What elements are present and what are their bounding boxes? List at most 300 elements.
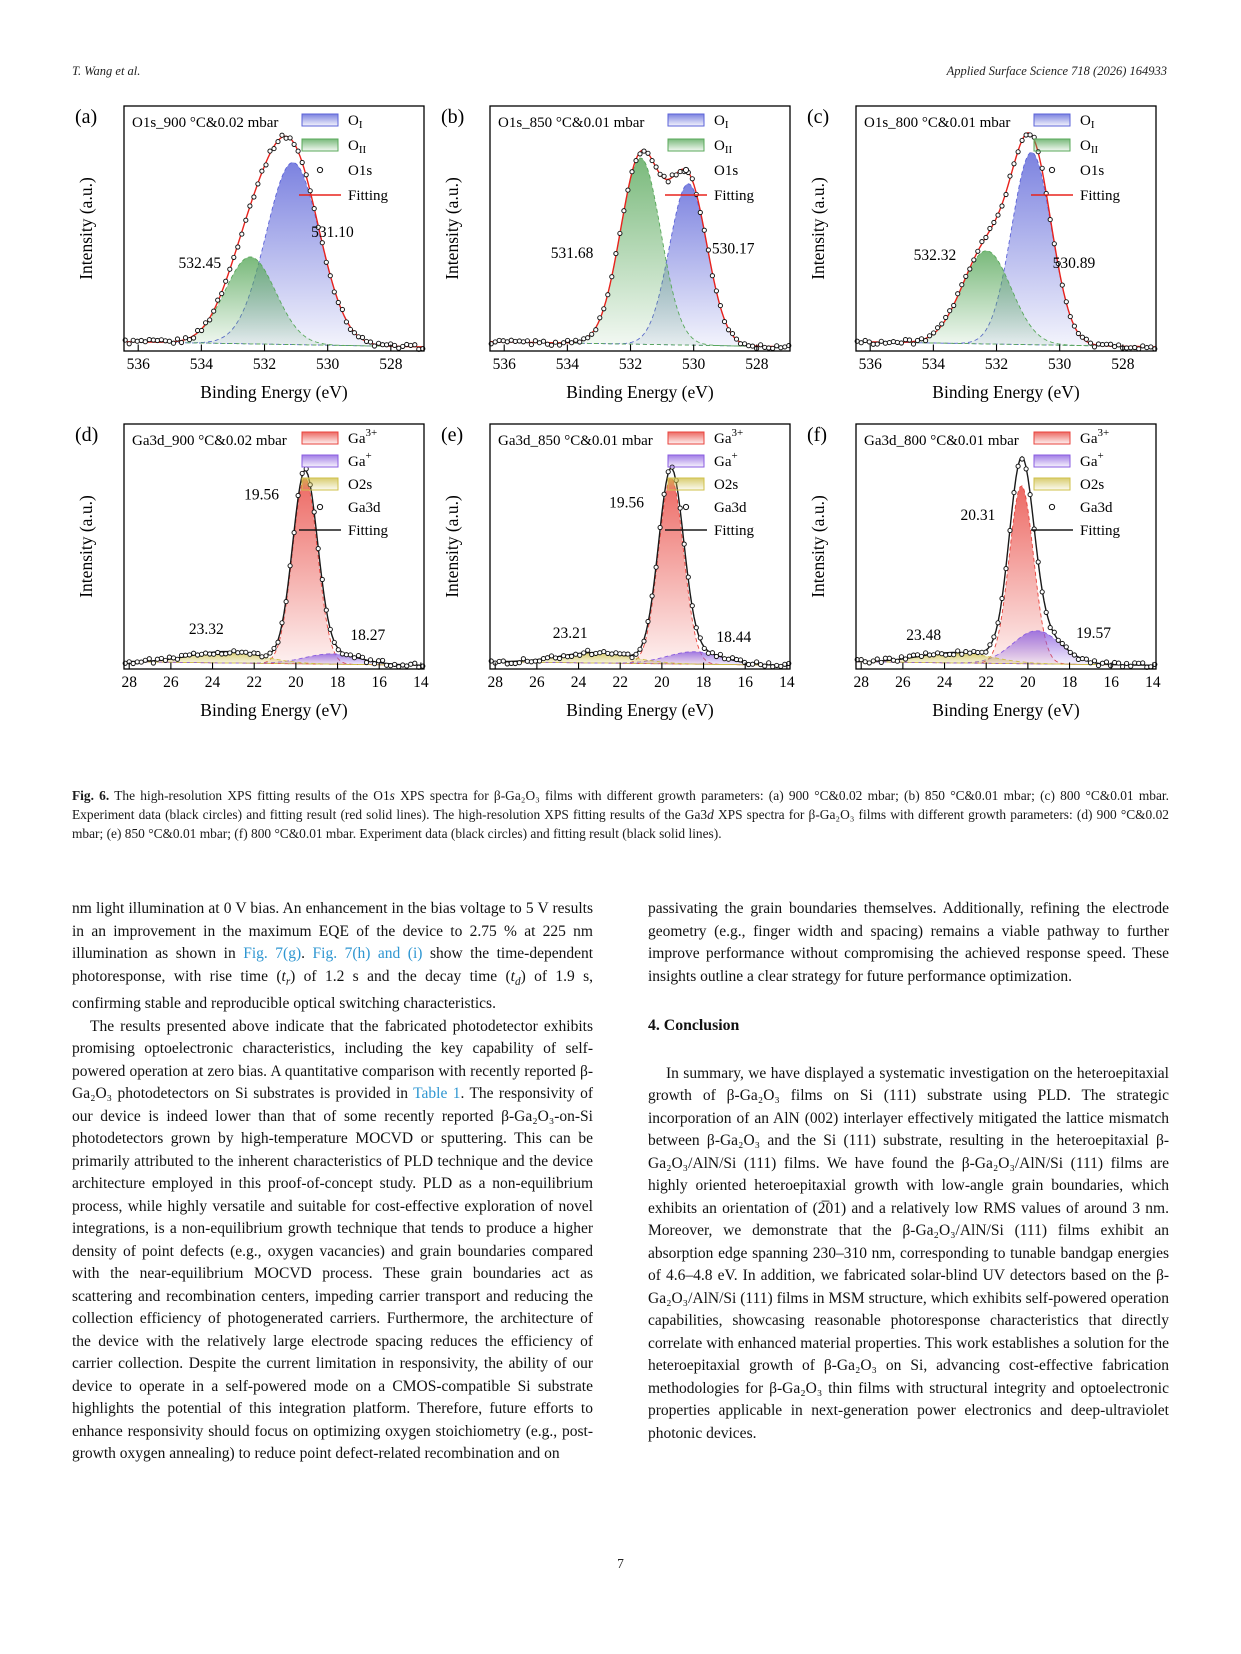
data-point xyxy=(1104,660,1108,664)
data-point xyxy=(196,653,200,657)
data-point xyxy=(779,346,783,350)
xps-plot-e xyxy=(438,414,804,732)
x-tick-label: 24 xyxy=(570,674,587,691)
panel-letter: (e) xyxy=(441,424,464,446)
legend-marker xyxy=(1049,167,1054,172)
data-point xyxy=(328,274,332,278)
data-point xyxy=(372,344,376,348)
text-segment: XPS spectra for β-Ga₂O₃ films with different growth parameters: (d) 900 °C&0.02 mbar; (e) 850 °C&0.01 mbar; (f) 800 °C&0.01 mbar. Experiment data (black circles) and fitting result (black solid lines). xyxy=(72,807,1169,841)
legend-label: $O_{II}$ xyxy=(348,138,367,156)
x-tick-label: 20 xyxy=(288,674,304,691)
data-point xyxy=(642,149,646,153)
data-point xyxy=(562,341,566,345)
data-point xyxy=(513,661,517,665)
data-point xyxy=(320,577,324,581)
legend-label: O1s xyxy=(714,163,739,179)
legend-label: Ga+ xyxy=(714,450,738,470)
data-point xyxy=(1096,664,1100,668)
data-point xyxy=(956,292,960,296)
peak-annotation: 19.56 xyxy=(244,486,279,504)
data-point xyxy=(702,228,706,232)
x-tick-label: 528 xyxy=(379,356,403,373)
text-segment: t xyxy=(510,967,515,985)
data-point xyxy=(1109,342,1113,346)
data-point xyxy=(288,136,292,140)
body-columns xyxy=(72,898,1169,1466)
data-point xyxy=(642,639,646,643)
data-point xyxy=(360,335,364,339)
data-point xyxy=(590,332,594,336)
data-point xyxy=(292,531,296,535)
data-point xyxy=(718,652,722,656)
data-point xyxy=(626,652,630,656)
text-segment: Fig. 6. xyxy=(72,788,110,803)
data-point xyxy=(984,235,988,239)
legend-swatch xyxy=(1034,455,1070,467)
data-point xyxy=(244,650,248,654)
data-point xyxy=(340,652,344,656)
data-point xyxy=(944,653,948,657)
data-point xyxy=(960,283,964,287)
data-point xyxy=(674,173,678,177)
data-point xyxy=(232,255,236,259)
citation-link[interactable]: Fig. 7(h) and (i) xyxy=(312,945,423,962)
peak-annotation: 531.10 xyxy=(311,224,354,242)
data-point xyxy=(260,655,264,659)
data-point xyxy=(187,338,191,342)
text-segment: passivating the grain boundaries themselves. Additionally, refining the electrode geometry (e.g., finger width and spacing) remains a viable pathway to further improve performance without compromising the achieved response speed. These insights outline a clear strategy for future performance optimization. xyxy=(648,900,1169,985)
data-point xyxy=(163,658,167,662)
data-point xyxy=(932,331,936,335)
data-point xyxy=(879,339,883,343)
citation-link[interactable]: Table 1 xyxy=(413,1085,461,1103)
data-point xyxy=(1000,204,1004,208)
data-point xyxy=(264,654,268,658)
data-point xyxy=(541,339,545,343)
data-point xyxy=(698,636,702,640)
data-point xyxy=(988,643,992,647)
data-point xyxy=(1141,344,1145,348)
x-tick-label: 28 xyxy=(487,674,503,691)
data-point xyxy=(296,493,300,497)
data-point xyxy=(1072,653,1076,657)
data-point xyxy=(626,188,630,192)
data-point xyxy=(602,307,606,311)
x-axis-label: Binding Energy (eV) xyxy=(932,700,1080,720)
data-point xyxy=(268,651,272,655)
data-point xyxy=(919,654,923,658)
data-point xyxy=(385,343,389,347)
text-segment: The results presented above indicate that the fabricated photodetector exhibits promising optoelectronic characteristics, including the key capability of self-powered operation at zero bias. A quantitative comparison with recently reported β-Ga₂O₃ photodetectors on Si substrates is provided in xyxy=(72,1017,593,1103)
plot-title: Ga3d_900 °C&0.02 mbar xyxy=(132,433,287,449)
data-point xyxy=(658,172,662,176)
x-tick-label: 18 xyxy=(329,674,346,691)
data-point xyxy=(529,660,533,664)
data-point xyxy=(646,151,650,155)
data-point xyxy=(1060,283,1064,287)
data-point xyxy=(248,204,252,208)
data-point xyxy=(256,182,260,186)
data-point xyxy=(517,339,521,343)
x-tick-label: 536 xyxy=(492,356,516,373)
data-point xyxy=(147,338,151,342)
data-point xyxy=(718,304,722,308)
data-point xyxy=(610,652,614,656)
data-point xyxy=(726,328,730,332)
data-point xyxy=(682,542,686,546)
data-point xyxy=(352,331,356,335)
y-axis-label: Intensity (a.u.) xyxy=(76,177,96,280)
data-point xyxy=(252,651,256,655)
data-point xyxy=(751,662,755,666)
data-point xyxy=(1129,664,1133,668)
data-point xyxy=(638,647,642,651)
data-point xyxy=(875,657,879,661)
figure-6-plots xyxy=(72,96,1170,732)
data-point xyxy=(252,195,256,199)
data-point xyxy=(972,258,976,262)
data-point xyxy=(558,343,562,347)
peak-annotation: 23.48 xyxy=(906,627,942,644)
data-point xyxy=(706,651,710,655)
data-point xyxy=(127,342,131,346)
x-tick-label: 14 xyxy=(413,674,429,691)
data-point xyxy=(256,651,260,655)
data-point xyxy=(952,653,956,657)
legend-swatch xyxy=(302,139,338,151)
data-point xyxy=(759,343,763,347)
data-point xyxy=(553,340,557,344)
data-point xyxy=(292,142,296,146)
text-segment: d xyxy=(514,975,521,988)
data-point xyxy=(1016,150,1020,154)
data-point xyxy=(393,662,397,666)
legend-swatch xyxy=(302,455,338,467)
data-point xyxy=(738,342,742,346)
data-point xyxy=(907,338,911,342)
header-authors: T. Wang et al. xyxy=(72,64,141,78)
data-point xyxy=(288,564,292,568)
x-tick-label: 26 xyxy=(895,674,911,691)
legend-swatch xyxy=(668,478,704,490)
data-point xyxy=(650,594,654,598)
legend-label: Fitting xyxy=(714,188,755,204)
text-segment: . xyxy=(301,945,313,962)
data-point xyxy=(743,660,747,664)
legend-marker xyxy=(1049,504,1054,509)
data-point xyxy=(996,621,1000,625)
data-point xyxy=(151,661,155,665)
y-axis-label: Intensity (a.u.) xyxy=(808,177,828,280)
data-point xyxy=(505,662,509,666)
data-point xyxy=(1060,641,1064,645)
x-axis-label: Binding Energy (eV) xyxy=(932,382,1080,402)
data-point xyxy=(714,289,718,293)
figure-6-caption xyxy=(72,786,1169,843)
data-point xyxy=(630,170,634,174)
data-point xyxy=(714,654,718,658)
data-point xyxy=(690,177,694,181)
data-point xyxy=(678,506,682,510)
x-tick-label: 22 xyxy=(612,674,628,691)
data-point xyxy=(690,604,694,608)
data-point xyxy=(610,275,614,279)
data-point xyxy=(891,340,895,344)
xps-plot-c xyxy=(804,96,1170,414)
legend-swatch xyxy=(302,114,338,126)
data-point xyxy=(187,653,191,657)
data-point xyxy=(767,661,771,665)
data-point xyxy=(175,337,179,341)
data-point xyxy=(622,209,626,213)
legend-label: O2s xyxy=(1080,477,1105,493)
data-point xyxy=(1040,166,1044,170)
data-point xyxy=(964,274,968,278)
body-column-left xyxy=(72,898,593,1466)
data-point xyxy=(936,651,940,655)
data-point xyxy=(368,658,372,662)
data-point xyxy=(316,547,320,551)
data-point xyxy=(1052,242,1056,246)
legend-swatch xyxy=(668,139,704,151)
data-point xyxy=(606,651,610,655)
legend-label: $O_I$ xyxy=(1080,113,1095,131)
data-point xyxy=(1028,133,1032,137)
plot-title: O1s_800 °C&0.01 mbar xyxy=(864,115,1011,131)
legend-marker xyxy=(683,167,688,172)
peak-annotation: 19.57 xyxy=(1076,624,1111,642)
data-point xyxy=(260,169,264,173)
data-point xyxy=(1096,342,1100,346)
data-point xyxy=(558,656,562,660)
data-point xyxy=(867,340,871,344)
legend-label: Fitting xyxy=(348,523,389,539)
panel-letter: (b) xyxy=(441,106,465,128)
x-tick-label: 24 xyxy=(936,674,953,691)
data-point xyxy=(722,320,726,324)
peak-annotation: 532.45 xyxy=(178,255,222,273)
legend-label: Fitting xyxy=(714,523,755,539)
legend-marker xyxy=(317,167,322,172)
citation-link[interactable]: Fig. 7(g) xyxy=(243,945,302,962)
paragraph xyxy=(648,898,1169,988)
data-point xyxy=(368,340,372,344)
x-tick-label: 536 xyxy=(126,356,150,373)
data-point xyxy=(783,662,787,666)
data-point xyxy=(976,650,980,654)
data-point xyxy=(570,341,574,345)
data-point xyxy=(501,659,505,663)
x-tick-label: 532 xyxy=(984,356,1009,373)
data-point xyxy=(1080,335,1084,339)
plot-title: Ga3d_850 °C&0.01 mbar xyxy=(498,433,653,449)
data-point xyxy=(1064,300,1068,304)
data-point xyxy=(940,322,944,326)
legend-label: $Ga^{3+}$ xyxy=(714,427,744,447)
peak-annotation: 19.56 xyxy=(609,494,644,512)
data-point xyxy=(1004,192,1008,196)
xps-plot-b xyxy=(438,96,804,414)
data-point xyxy=(405,342,409,346)
section-heading: 4. Conclusion xyxy=(648,1017,740,1034)
data-point xyxy=(1092,345,1096,349)
data-point xyxy=(284,600,288,604)
text-segment: ) of 1.2 s and the decay time ( xyxy=(290,967,511,985)
x-tick-label: 534 xyxy=(555,356,579,373)
data-point xyxy=(264,163,268,167)
legend-marker xyxy=(317,504,322,509)
data-point xyxy=(159,656,163,660)
data-point xyxy=(348,653,352,657)
data-point xyxy=(1141,661,1145,665)
data-point xyxy=(948,309,952,313)
data-point xyxy=(1008,174,1012,178)
x-tick-label: 532 xyxy=(252,356,277,373)
x-tick-label: 20 xyxy=(654,674,670,691)
data-point xyxy=(381,658,385,662)
legend-label: $O_I$ xyxy=(348,113,363,131)
data-point xyxy=(340,307,344,311)
legend-label: Ga+ xyxy=(348,450,372,470)
data-point xyxy=(521,657,525,661)
data-point xyxy=(336,648,340,652)
data-point xyxy=(1088,341,1092,345)
data-point xyxy=(200,328,204,332)
data-point xyxy=(352,656,356,660)
data-point xyxy=(1036,560,1040,564)
data-point xyxy=(590,652,594,656)
data-point xyxy=(867,661,871,665)
page-number: 7 xyxy=(617,1556,624,1571)
data-point xyxy=(1048,218,1052,222)
text-segment: . The responsivity of our device is indeed lower than that of some recently reported β-Ga₂O₃-on-Si photodetectors grown by high-temperature MOCVD or sputtering. This can be primarily attributed to the inherent characteristics of PLD technique and the device architecture employed in this proof-of-concept study. PLD as a non-equilibrium process, while highly versatile and suitable for cost-effective exploration of novel integrations, is a non-equilibrium growth technique that tends to produce a higher density of point defects (e.g., oxygen vacancies) and grain boundaries compared with the near-equilibrium MOCVD process. These grain boundaries act as scattering and recombination centers, impeding carrier transport and reducing the collection efficiency of photogenerated carriers. Furthermore, the architecture of the device with the relatively large electrode spacing reduces the efficiency of carrier collection. Despite the current limitation in responsivity, the ability of our device to operate in a self-powered mode on a CMOS-compatible Si substrate highlights the potential of this integration platform. Therefore, future efforts to enhance responsivity should focus on optimizing oxygen stoichiometry (e.g., post-growth oxygen annealing) to reduce point defect-related recombination and on xyxy=(72,1085,593,1463)
data-point xyxy=(553,656,557,660)
data-point xyxy=(224,652,228,656)
data-point xyxy=(903,657,907,661)
data-point xyxy=(525,659,529,663)
data-point xyxy=(1072,324,1076,328)
data-point xyxy=(863,338,867,342)
xps-plot-d xyxy=(72,414,438,732)
data-point xyxy=(228,267,232,271)
plot-title: Ga3d_800 °C&0.01 mbar xyxy=(864,433,1019,449)
data-point xyxy=(240,232,244,236)
data-point xyxy=(980,240,984,244)
data-point xyxy=(1012,491,1016,495)
x-axis-label: Binding Energy (eV) xyxy=(566,700,714,720)
x-tick-label: 28 xyxy=(853,674,869,691)
data-point xyxy=(268,149,272,153)
data-point xyxy=(220,292,224,296)
text-segment: show the time-dependent photoresponse, with rise time ( xyxy=(72,945,594,985)
data-point xyxy=(167,655,171,659)
data-point xyxy=(662,492,666,496)
data-point xyxy=(924,339,928,343)
x-tick-label: 528 xyxy=(1111,356,1135,373)
panel-letter: (d) xyxy=(75,424,99,446)
data-point xyxy=(654,565,658,569)
data-point xyxy=(413,343,417,347)
data-point xyxy=(988,226,992,230)
data-point xyxy=(1117,661,1121,665)
legend-label: O2s xyxy=(714,477,739,493)
legend-swatch xyxy=(1034,478,1070,490)
data-point xyxy=(899,341,903,345)
data-point xyxy=(393,343,397,347)
data-point xyxy=(924,651,928,655)
paragraph xyxy=(72,898,593,1016)
data-point xyxy=(280,133,284,137)
data-point xyxy=(409,662,413,666)
data-point xyxy=(324,260,328,264)
data-point xyxy=(658,525,662,529)
text-segment: The high-resolution XPS fitting results of the O1 xyxy=(109,788,390,803)
text-segment: r xyxy=(285,975,291,988)
data-point xyxy=(533,339,537,343)
data-point xyxy=(513,339,517,343)
data-point xyxy=(135,339,139,343)
data-point xyxy=(304,173,308,177)
running-header xyxy=(72,64,1167,79)
data-point xyxy=(775,344,779,348)
x-tick-label: 22 xyxy=(246,674,262,691)
plot-title: O1s_900 °C&0.02 mbar xyxy=(132,115,279,131)
data-point xyxy=(1145,346,1149,350)
x-tick-label: 18 xyxy=(695,674,712,691)
data-point xyxy=(666,180,670,184)
data-point xyxy=(1092,659,1096,663)
data-point xyxy=(1052,630,1056,634)
x-tick-label: 530 xyxy=(316,356,340,373)
data-point xyxy=(348,327,352,331)
text-segment: ) of 1.9 s, confirming stable and reproducible optical switching characteristics. xyxy=(72,967,593,1013)
data-point xyxy=(244,218,248,222)
x-tick-label: 22 xyxy=(978,674,994,691)
x-tick-label: 18 xyxy=(1061,674,1078,691)
data-point xyxy=(236,651,240,655)
data-point xyxy=(614,252,618,256)
data-point xyxy=(1064,645,1068,649)
data-point xyxy=(738,658,742,662)
data-point xyxy=(859,658,863,662)
x-tick-label: 16 xyxy=(1103,674,1119,691)
x-axis-label: Binding Energy (eV) xyxy=(566,382,714,402)
data-point xyxy=(763,664,767,668)
data-point xyxy=(549,343,553,347)
text-segment: t xyxy=(281,967,286,985)
data-point xyxy=(694,626,698,630)
data-point xyxy=(771,346,775,350)
data-point xyxy=(1008,528,1012,532)
data-point xyxy=(1088,661,1092,665)
data-point xyxy=(312,207,316,211)
header-journal: Applied Surface Science 718 (2026) 164933 xyxy=(946,64,1167,78)
data-point xyxy=(549,654,553,658)
data-point xyxy=(525,339,529,343)
data-point xyxy=(296,149,300,153)
data-point xyxy=(1000,596,1004,600)
x-tick-label: 16 xyxy=(371,674,387,691)
data-point xyxy=(192,336,196,340)
peak-annotation: 530.89 xyxy=(1052,255,1096,273)
legend-label: Fitting xyxy=(1080,188,1121,204)
data-point xyxy=(755,660,759,664)
data-point xyxy=(1125,346,1129,350)
data-point xyxy=(654,165,658,169)
x-tick-label: 534 xyxy=(189,356,213,373)
legend-label: O1s xyxy=(348,163,373,179)
data-point xyxy=(167,339,171,343)
